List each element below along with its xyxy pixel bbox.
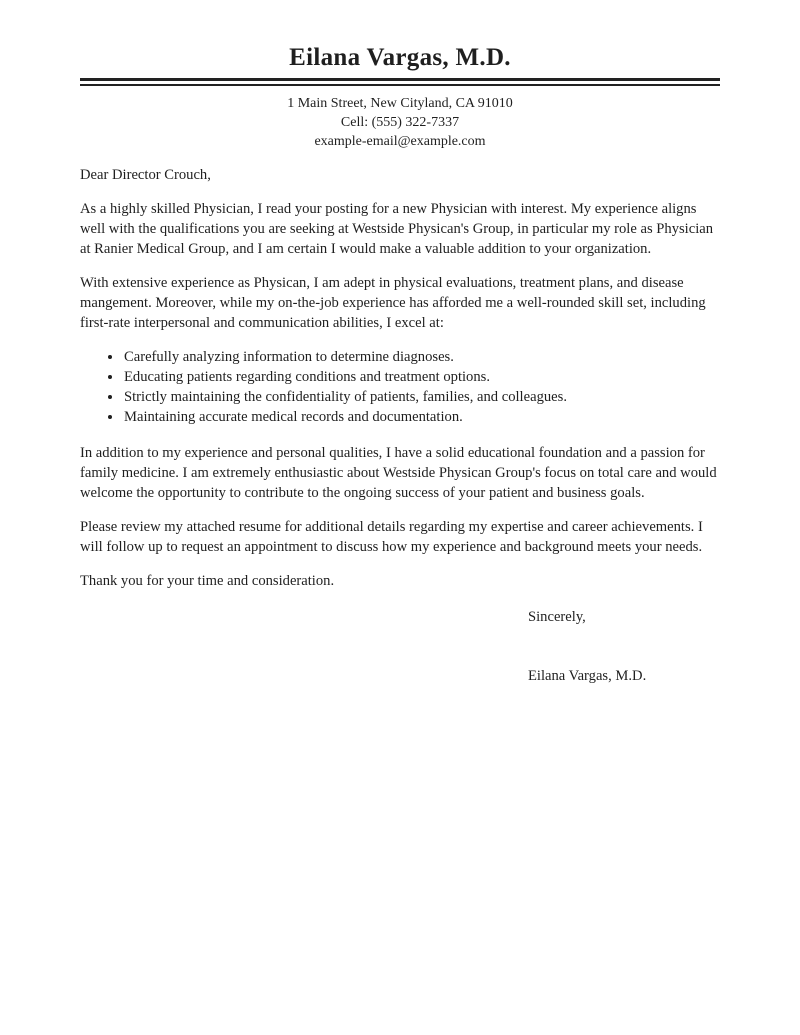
skills-list-item: • Educating patients regarding conditions and treatment options. [123, 367, 720, 387]
contact-block [80, 94, 720, 151]
skills-list-item: • Maintaining accurate medical records and documentation. [123, 407, 720, 427]
closing: Sincerely, [528, 609, 586, 625]
paragraph-intro: As a highly skilled Physician, I read your posting for a new Physician with interest. My experience aligns well with the qualifications you are seeking at Westside Physican's Group, in particular my role as Physician at Ranier Medical Group, and I am certain I would make a valuable addition to your organization. [80, 201, 714, 257]
letterhead [80, 44, 720, 151]
salutation: Dear Director Crouch, [80, 167, 211, 183]
skills-list-item: • Strictly maintaining the confidentiality of patients, families, and colleagues. [123, 387, 720, 407]
contact-address: 1 Main Street, New Cityland, CA 91010 [287, 96, 513, 111]
signature-name: Eilana Vargas, M.D. [528, 668, 647, 684]
paragraph-followup: Please review my attached resume for additional details regarding my expertise and career achievements. I will follow up to request an appointment to discuss how my experience and background meets your needs. [80, 519, 703, 555]
signature-block [528, 607, 720, 686]
skills-list [80, 347, 720, 427]
contact-phone: Cell: (555) 322-7337 [340, 115, 460, 130]
paragraph-thanks: Thank you for your time and consideration. [80, 573, 335, 589]
skills-list-item: • Carefully analyzing information to determine diagnoses. [123, 347, 720, 367]
contact-email: example-email@example.com [314, 134, 486, 149]
paragraph-education: In addition to my experience and personal qualities, I have a solid educational foundation and a passion for family medicine. I am extremely enthusiastic about Westside Physican Group's focus on total care and would welcome the opportunity to contribute to the ongoing success of your patient and business goals. [80, 445, 717, 501]
letter-body [80, 165, 720, 686]
letterhead-divider [80, 78, 720, 86]
paragraph-experience: With extensive experience as Physican, I am adept in physical evaluations, treatment plans, and disease mangement. Moreover, while my on-the-job experience has afforded me a well-rounded skill set, including first-rate interpersonal and communication abilities, I excel at: [80, 275, 706, 331]
letterhead-name: Eilana Vargas, M.D. [289, 44, 511, 71]
